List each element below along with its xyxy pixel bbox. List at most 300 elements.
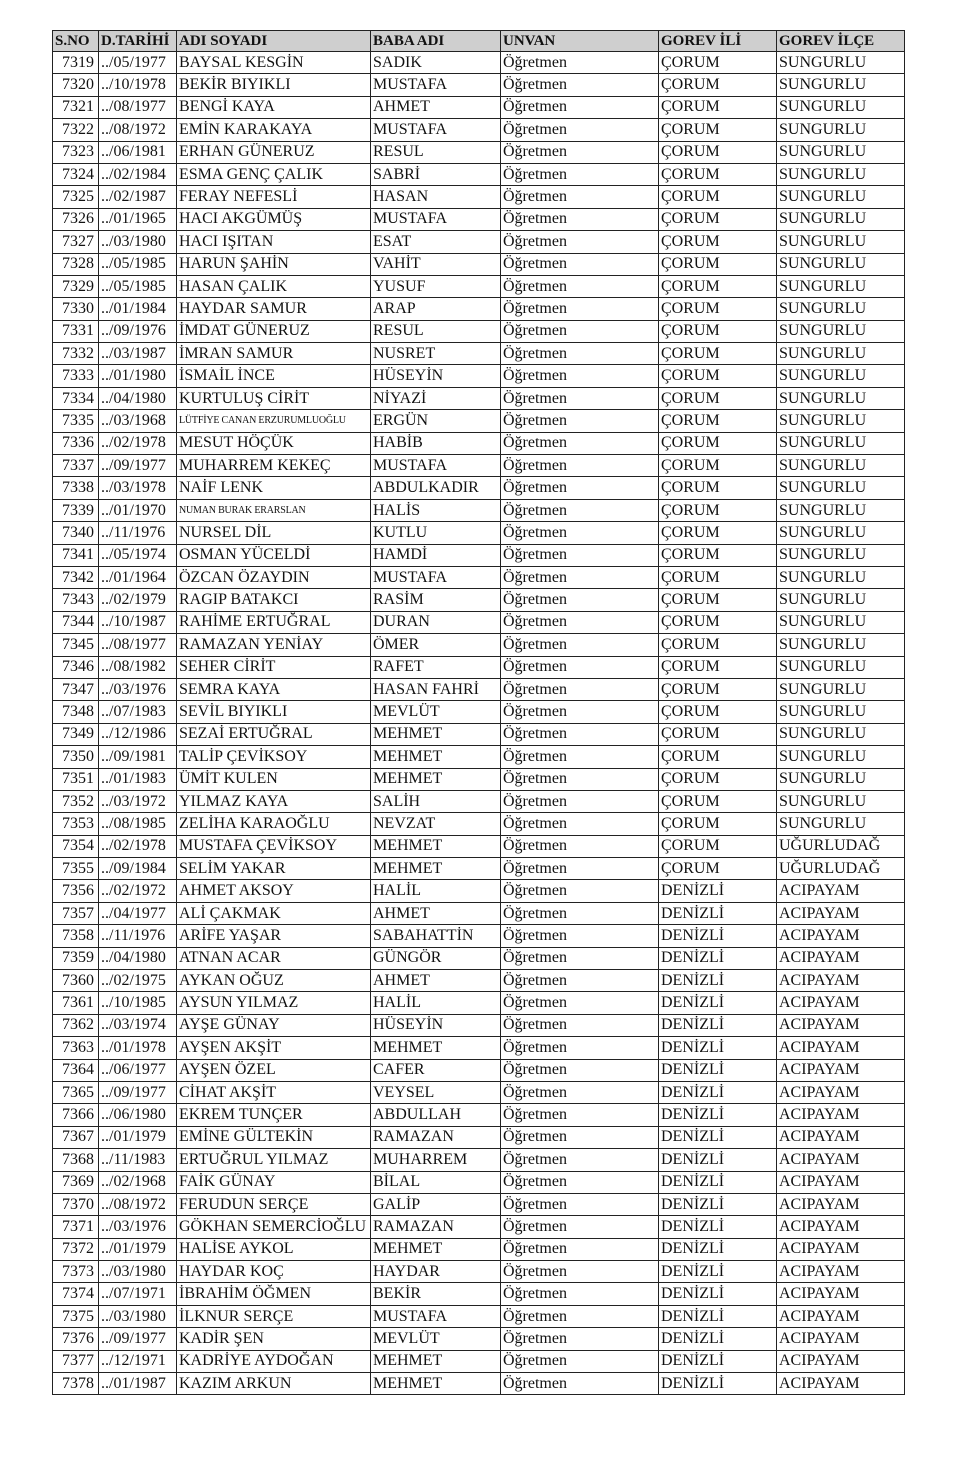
cell-district: ACIPAYAM [777, 880, 905, 902]
cell-birth-date: ../06/1981 [99, 141, 177, 163]
cell-title: Öğretmen [501, 1305, 659, 1327]
cell-full-name: SELİM YAKAR [177, 858, 371, 880]
table-row [53, 1216, 905, 1238]
cell-birth-date: ../09/1977 [99, 455, 177, 477]
table-row [53, 970, 905, 992]
cell-birth-date: ../11/1976 [99, 925, 177, 947]
cell-district: SUNGURLU [777, 455, 905, 477]
cell-full-name: ERHAN GÜNERUZ [177, 141, 371, 163]
cell-father-name: HÜSEYİN [371, 1014, 501, 1036]
cell-province: ÇORUM [659, 678, 777, 700]
cell-father-name: MUSTAFA [371, 119, 501, 141]
cell-birth-date: ../11/1976 [99, 522, 177, 544]
cell-father-name: RAFET [371, 656, 501, 678]
cell-full-name: NAİF LENK [177, 477, 371, 499]
cell-full-name: LÜTFİYE CANAN ERZURUMLUOĞLU [177, 410, 371, 432]
cell-province: ÇORUM [659, 544, 777, 566]
teacher-list-table [52, 30, 905, 1395]
cell-full-name: MUHARREM KEKEÇ [177, 455, 371, 477]
table-row [53, 1238, 905, 1260]
cell-province: DENİZLİ [659, 1171, 777, 1193]
cell-birth-date: ../03/1987 [99, 343, 177, 365]
cell-district: SUNGURLU [777, 141, 905, 163]
table-row [53, 522, 905, 544]
header-full-name: ADI SOYADI [177, 31, 371, 52]
header-title: UNVAN [501, 31, 659, 52]
cell-birth-date: ../05/1985 [99, 275, 177, 297]
cell-sno: 7335 [53, 410, 99, 432]
cell-full-name: AHMET AKSOY [177, 880, 371, 902]
header-father-name: BABA ADI [371, 31, 501, 52]
cell-father-name: BİLAL [371, 1171, 501, 1193]
cell-sno: 7339 [53, 499, 99, 521]
cell-title: Öğretmen [501, 656, 659, 678]
cell-title: Öğretmen [501, 432, 659, 454]
cell-title: Öğretmen [501, 96, 659, 118]
cell-sno: 7330 [53, 298, 99, 320]
cell-father-name: AHMET [371, 902, 501, 924]
cell-birth-date: ../01/1970 [99, 499, 177, 521]
cell-full-name: SEZAİ ERTUĞRAL [177, 723, 371, 745]
table-row [53, 1171, 905, 1193]
cell-province: ÇORUM [659, 611, 777, 633]
cell-father-name: SALİH [371, 790, 501, 812]
cell-full-name: RAMAZAN YENİAY [177, 634, 371, 656]
cell-sno: 7378 [53, 1373, 99, 1395]
cell-province: ÇORUM [659, 835, 777, 857]
cell-district: SUNGURLU [777, 544, 905, 566]
table-row [53, 992, 905, 1014]
cell-title: Öğretmen [501, 790, 659, 812]
cell-district: ACIPAYAM [777, 992, 905, 1014]
cell-full-name: HARUN ŞAHİN [177, 253, 371, 275]
cell-province: ÇORUM [659, 208, 777, 230]
cell-title: Öğretmen [501, 275, 659, 297]
cell-district: ACIPAYAM [777, 1126, 905, 1148]
cell-district: SUNGURLU [777, 253, 905, 275]
cell-birth-date: ../07/1983 [99, 701, 177, 723]
cell-district: SUNGURLU [777, 432, 905, 454]
cell-sno: 7342 [53, 566, 99, 588]
cell-province: DENİZLİ [659, 970, 777, 992]
table-row [53, 544, 905, 566]
cell-province: ÇORUM [659, 499, 777, 521]
cell-sno: 7358 [53, 925, 99, 947]
table-row [53, 455, 905, 477]
cell-province: DENİZLİ [659, 1081, 777, 1103]
cell-father-name: MUSTAFA [371, 455, 501, 477]
cell-father-name: KUTLU [371, 522, 501, 544]
cell-birth-date: ../08/1977 [99, 96, 177, 118]
table-row [53, 880, 905, 902]
cell-title: Öğretmen [501, 947, 659, 969]
cell-full-name: GÖKHAN SEMERCİOĞLU [177, 1216, 371, 1238]
cell-full-name: EKREM TUNÇER [177, 1104, 371, 1126]
cell-birth-date: ../03/1980 [99, 1305, 177, 1327]
cell-full-name: KAZIM ARKUN [177, 1373, 371, 1395]
cell-title: Öğretmen [501, 298, 659, 320]
cell-province: ÇORUM [659, 455, 777, 477]
cell-birth-date: ../03/1976 [99, 678, 177, 700]
cell-full-name: HALİSE AYKOL [177, 1238, 371, 1260]
cell-district: ACIPAYAM [777, 1037, 905, 1059]
cell-full-name: MUSTAFA ÇEVİKSOY [177, 835, 371, 857]
cell-full-name: KURTULUŞ CİRİT [177, 387, 371, 409]
cell-sno: 7359 [53, 947, 99, 969]
cell-title: Öğretmen [501, 835, 659, 857]
cell-title: Öğretmen [501, 141, 659, 163]
cell-title: Öğretmen [501, 992, 659, 1014]
cell-father-name: HABİB [371, 432, 501, 454]
cell-birth-date: ../02/1987 [99, 186, 177, 208]
cell-birth-date: ../02/1968 [99, 1171, 177, 1193]
cell-full-name: NUMAN BURAK ERARSLAN [177, 499, 371, 521]
table-body [53, 52, 905, 1395]
cell-full-name: BAYSAL KESGİN [177, 52, 371, 74]
cell-title: Öğretmen [501, 566, 659, 588]
cell-birth-date: ../11/1983 [99, 1149, 177, 1171]
cell-birth-date: ../10/1987 [99, 611, 177, 633]
cell-district: SUNGURLU [777, 387, 905, 409]
cell-father-name: BEKİR [371, 1283, 501, 1305]
cell-father-name: YUSUF [371, 275, 501, 297]
cell-sno: 7347 [53, 678, 99, 700]
cell-province: ÇORUM [659, 410, 777, 432]
cell-province: ÇORUM [659, 298, 777, 320]
cell-full-name: HAYDAR SAMUR [177, 298, 371, 320]
cell-father-name: MEHMET [371, 1350, 501, 1372]
cell-full-name: CİHAT AKŞİT [177, 1081, 371, 1103]
table-row [53, 813, 905, 835]
cell-father-name: RAMAZAN [371, 1216, 501, 1238]
cell-father-name: RESUL [371, 320, 501, 342]
cell-province: ÇORUM [659, 432, 777, 454]
cell-birth-date: ../04/1980 [99, 947, 177, 969]
cell-district: SUNGURLU [777, 656, 905, 678]
cell-birth-date: ../09/1984 [99, 858, 177, 880]
cell-province: DENİZLİ [659, 947, 777, 969]
cell-district: SUNGURLU [777, 589, 905, 611]
cell-full-name: TALİP ÇEVİKSOY [177, 746, 371, 768]
cell-birth-date: ../10/1985 [99, 992, 177, 1014]
cell-father-name: ARAP [371, 298, 501, 320]
cell-province: DENİZLİ [659, 1373, 777, 1395]
cell-district: SUNGURLU [777, 275, 905, 297]
cell-father-name: CAFER [371, 1059, 501, 1081]
cell-father-name: NUSRET [371, 343, 501, 365]
cell-sno: 7337 [53, 455, 99, 477]
cell-birth-date: ../01/1987 [99, 1373, 177, 1395]
cell-sno: 7345 [53, 634, 99, 656]
cell-district: SUNGURLU [777, 477, 905, 499]
table-row [53, 320, 905, 342]
cell-father-name: NEVZAT [371, 813, 501, 835]
cell-province: DENİZLİ [659, 1014, 777, 1036]
cell-full-name: İMDAT GÜNERUZ [177, 320, 371, 342]
cell-father-name: MUSTAFA [371, 74, 501, 96]
table-row [53, 701, 905, 723]
table-row [53, 1014, 905, 1036]
cell-district: SUNGURLU [777, 231, 905, 253]
cell-full-name: HACI IŞITAN [177, 231, 371, 253]
table-row [53, 768, 905, 790]
table-header [53, 31, 905, 52]
cell-sno: 7368 [53, 1149, 99, 1171]
cell-title: Öğretmen [501, 1261, 659, 1283]
table-row [53, 275, 905, 297]
cell-father-name: AHMET [371, 96, 501, 118]
cell-title: Öğretmen [501, 1238, 659, 1260]
cell-full-name: FERAY NEFESLİ [177, 186, 371, 208]
cell-province: DENİZLİ [659, 1193, 777, 1215]
cell-title: Öğretmen [501, 320, 659, 342]
table-row [53, 231, 905, 253]
table-row [53, 343, 905, 365]
cell-full-name: AYKAN OĞUZ [177, 970, 371, 992]
cell-full-name: ARİFE YAŞAR [177, 925, 371, 947]
cell-birth-date: ../12/1971 [99, 1350, 177, 1372]
cell-title: Öğretmen [501, 74, 659, 96]
cell-district: SUNGURLU [777, 119, 905, 141]
cell-district: ACIPAYAM [777, 1283, 905, 1305]
cell-full-name: FERUDUN SERÇE [177, 1193, 371, 1215]
cell-sno: 7363 [53, 1037, 99, 1059]
cell-sno: 7350 [53, 746, 99, 768]
cell-province: DENİZLİ [659, 1305, 777, 1327]
cell-full-name: OSMAN YÜCELDİ [177, 544, 371, 566]
cell-title: Öğretmen [501, 701, 659, 723]
cell-full-name: İLKNUR SERÇE [177, 1305, 371, 1327]
cell-birth-date: ../01/1979 [99, 1238, 177, 1260]
cell-father-name: RAMAZAN [371, 1126, 501, 1148]
cell-province: ÇORUM [659, 343, 777, 365]
cell-district: SUNGURLU [777, 813, 905, 835]
table-row [53, 1081, 905, 1103]
cell-sno: 7375 [53, 1305, 99, 1327]
cell-province: ÇORUM [659, 52, 777, 74]
cell-district: SUNGURLU [777, 298, 905, 320]
cell-district: SUNGURLU [777, 52, 905, 74]
cell-full-name: HASAN ÇALIK [177, 275, 371, 297]
cell-full-name: ERTUĞRUL YILMAZ [177, 1149, 371, 1171]
table-row [53, 163, 905, 185]
cell-birth-date: ../01/1965 [99, 208, 177, 230]
table-row [53, 186, 905, 208]
cell-sno: 7325 [53, 186, 99, 208]
cell-full-name: ATNAN ACAR [177, 947, 371, 969]
cell-father-name: RESUL [371, 141, 501, 163]
table-row [53, 902, 905, 924]
cell-province: ÇORUM [659, 141, 777, 163]
cell-full-name: HACI AKGÜMÜŞ [177, 208, 371, 230]
cell-father-name: SABAHATTİN [371, 925, 501, 947]
cell-title: Öğretmen [501, 970, 659, 992]
cell-sno: 7362 [53, 1014, 99, 1036]
cell-full-name: RAHİME ERTUĞRAL [177, 611, 371, 633]
cell-father-name: MEHMET [371, 835, 501, 857]
cell-sno: 7331 [53, 320, 99, 342]
cell-sno: 7376 [53, 1328, 99, 1350]
cell-father-name: DURAN [371, 611, 501, 633]
cell-province: ÇORUM [659, 231, 777, 253]
cell-district: UĞURLUDAĞ [777, 835, 905, 857]
table-row [53, 253, 905, 275]
table-row [53, 365, 905, 387]
cell-province: ÇORUM [659, 634, 777, 656]
cell-sno: 7357 [53, 902, 99, 924]
cell-province: DENİZLİ [659, 880, 777, 902]
cell-title: Öğretmen [501, 365, 659, 387]
cell-district: SUNGURLU [777, 768, 905, 790]
cell-sno: 7320 [53, 74, 99, 96]
table-row [53, 656, 905, 678]
cell-father-name: MUHARREM [371, 1149, 501, 1171]
cell-district: SUNGURLU [777, 790, 905, 812]
cell-birth-date: ../03/1972 [99, 790, 177, 812]
cell-sno: 7321 [53, 96, 99, 118]
cell-district: ACIPAYAM [777, 1104, 905, 1126]
cell-sno: 7374 [53, 1283, 99, 1305]
cell-father-name: HASAN [371, 186, 501, 208]
cell-full-name: FAİK GÜNAY [177, 1171, 371, 1193]
cell-father-name: GALİP [371, 1193, 501, 1215]
cell-father-name: MEVLÜT [371, 1328, 501, 1350]
cell-sno: 7371 [53, 1216, 99, 1238]
cell-title: Öğretmen [501, 1081, 659, 1103]
cell-district: SUNGURLU [777, 723, 905, 745]
cell-province: ÇORUM [659, 522, 777, 544]
cell-father-name: MUSTAFA [371, 566, 501, 588]
cell-province: ÇORUM [659, 253, 777, 275]
cell-birth-date: ../03/1976 [99, 1216, 177, 1238]
cell-father-name: GÜNGÖR [371, 947, 501, 969]
cell-birth-date: ../08/1972 [99, 1193, 177, 1215]
cell-province: DENİZLİ [659, 1059, 777, 1081]
table-row [53, 634, 905, 656]
cell-title: Öğretmen [501, 768, 659, 790]
cell-title: Öğretmen [501, 880, 659, 902]
cell-sno: 7365 [53, 1081, 99, 1103]
cell-district: SUNGURLU [777, 522, 905, 544]
cell-district: ACIPAYAM [777, 1171, 905, 1193]
cell-title: Öğretmen [501, 208, 659, 230]
cell-title: Öğretmen [501, 1149, 659, 1171]
table-row [53, 74, 905, 96]
cell-father-name: HÜSEYİN [371, 365, 501, 387]
cell-district: SUNGURLU [777, 343, 905, 365]
cell-district: SUNGURLU [777, 320, 905, 342]
table-row [53, 141, 905, 163]
cell-father-name: ERGÜN [371, 410, 501, 432]
cell-district: SUNGURLU [777, 208, 905, 230]
cell-title: Öğretmen [501, 119, 659, 141]
cell-province: ÇORUM [659, 566, 777, 588]
table-row [53, 387, 905, 409]
cell-birth-date: ../08/1972 [99, 119, 177, 141]
cell-province: DENİZLİ [659, 1328, 777, 1350]
cell-full-name: İBRAHİM ÖĞMEN [177, 1283, 371, 1305]
cell-birth-date: ../03/1980 [99, 231, 177, 253]
cell-province: DENİZLİ [659, 1104, 777, 1126]
cell-title: Öğretmen [501, 1216, 659, 1238]
table-row [53, 611, 905, 633]
cell-title: Öğretmen [501, 589, 659, 611]
cell-full-name: NURSEL DİL [177, 522, 371, 544]
cell-title: Öğretmen [501, 410, 659, 432]
cell-full-name: SEVİL BIYIKLI [177, 701, 371, 723]
cell-father-name: MEHMET [371, 1373, 501, 1395]
cell-full-name: BEKİR BIYIKLI [177, 74, 371, 96]
table-row [53, 96, 905, 118]
cell-title: Öğretmen [501, 1171, 659, 1193]
cell-birth-date: ../02/1972 [99, 880, 177, 902]
cell-birth-date: ../02/1984 [99, 163, 177, 185]
cell-father-name: MEHMET [371, 746, 501, 768]
cell-sno: 7367 [53, 1126, 99, 1148]
cell-birth-date: ../09/1977 [99, 1328, 177, 1350]
cell-full-name: KADİR ŞEN [177, 1328, 371, 1350]
cell-full-name: KADRİYE AYDOĞAN [177, 1350, 371, 1372]
cell-sno: 7352 [53, 790, 99, 812]
cell-title: Öğretmen [501, 1126, 659, 1148]
cell-district: ACIPAYAM [777, 1059, 905, 1081]
table-row [53, 1328, 905, 1350]
cell-sno: 7328 [53, 253, 99, 275]
cell-father-name: MUSTAFA [371, 208, 501, 230]
cell-full-name: YILMAZ KAYA [177, 790, 371, 812]
cell-father-name: HAYDAR [371, 1261, 501, 1283]
header-sno: S.NO [53, 31, 99, 52]
cell-father-name: MEHMET [371, 1037, 501, 1059]
cell-district: SUNGURLU [777, 634, 905, 656]
cell-district: ACIPAYAM [777, 925, 905, 947]
cell-father-name: SABRİ [371, 163, 501, 185]
table-row [53, 477, 905, 499]
cell-birth-date: ../12/1986 [99, 723, 177, 745]
cell-title: Öğretmen [501, 1350, 659, 1372]
cell-district: SUNGURLU [777, 499, 905, 521]
cell-father-name: ÖMER [371, 634, 501, 656]
cell-sno: 7338 [53, 477, 99, 499]
cell-sno: 7366 [53, 1104, 99, 1126]
cell-sno: 7329 [53, 275, 99, 297]
cell-title: Öğretmen [501, 902, 659, 924]
cell-district: SUNGURLU [777, 566, 905, 588]
cell-sno: 7324 [53, 163, 99, 185]
table-row [53, 208, 905, 230]
cell-title: Öğretmen [501, 1328, 659, 1350]
cell-father-name: MEHMET [371, 858, 501, 880]
cell-birth-date: ../01/1978 [99, 1037, 177, 1059]
table-row [53, 1283, 905, 1305]
cell-full-name: HAYDAR KOÇ [177, 1261, 371, 1283]
cell-district: SUNGURLU [777, 410, 905, 432]
cell-birth-date: ../02/1975 [99, 970, 177, 992]
cell-birth-date: ../01/1984 [99, 298, 177, 320]
cell-district: ACIPAYAM [777, 1328, 905, 1350]
cell-full-name: AYŞE GÜNAY [177, 1014, 371, 1036]
cell-full-name: EMİN KARAKAYA [177, 119, 371, 141]
cell-birth-date: ../05/1974 [99, 544, 177, 566]
cell-sno: 7327 [53, 231, 99, 253]
cell-sno: 7348 [53, 701, 99, 723]
cell-father-name: ESAT [371, 231, 501, 253]
cell-province: ÇORUM [659, 163, 777, 185]
cell-sno: 7370 [53, 1193, 99, 1215]
cell-district: ACIPAYAM [777, 1014, 905, 1036]
cell-birth-date: ../05/1977 [99, 52, 177, 74]
cell-district: ACIPAYAM [777, 902, 905, 924]
